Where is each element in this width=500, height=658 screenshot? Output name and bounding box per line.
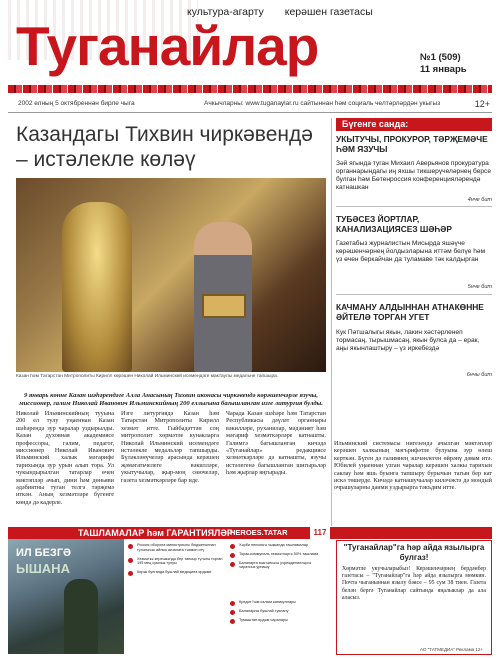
story1-body: Зәй ягында туган Михаил Аверьянов прокуратура органнарындагы иң яхшы тикшерүчеләрнең берсе булган һәм Бөтенроссия конференцияләрендә катнашкан [336,160,491,191]
story2-page: 5нче бит [467,284,492,290]
sidebar-divider [336,294,492,295]
photo-medal-box [202,294,246,318]
ad-item: Хәрби пенсиягә чыкканда ташламалар [230,543,328,548]
ad-item: Кредит һәм салым каникуллары [230,600,328,605]
ad-item: Кирәк булганда бушлай медицина ярдәме [128,570,226,575]
issue-info [420,52,467,76]
ad-item: Торак-коммуналь хезмәтләргә 50% ташлама [230,552,328,557]
divider [8,112,492,113]
ad-list-left [128,543,226,579]
tagline-right: керәшен газетасы [284,6,373,18]
ad-list-mid [230,543,328,574]
sidebar-divider [336,206,492,207]
ad-picture-text2: ЫШАНА [16,561,70,576]
ad-title: ТАШЛАМАЛАР һәм ГАРАНТИЯЛӘР [78,528,233,538]
inside-issue-label: Бүгенге санда: [336,118,492,131]
story1-title[interactable]: УКЫТУЧЫ, ПРОКУРОР, ТӘРҖЕМӘЧЕ ҺӘМ ЯЗУЧЫ [336,134,488,154]
tagline-left: культура-агарту [187,6,264,18]
ad-item: Россия оборона министрлыгы бюджетыннан түләнәчәк айлык акчалата тәэмин итү [128,543,226,553]
story3-body: Кук Пәтшалыгы якын, лакин хәстәрленеп тормасаң, тырышмасаң, якын булса да – ерак, аңы якынлаштыру – үз иркебездә [336,329,480,352]
article-column-3: Чарада Казан шәһәре һәм Татарстан Республикасы дәүләт органнары вәкилләре, руханилар, мәдәният һәм мәгариф хезмәткәрләре катнашты. Галимгә багышланган кичәдә «Туганайлар» редакциясе хезмәткәрләре дә катнашты, язучы истәлегенә багышланган шигырьләр һәм җырлар яңгырады. [226,410,326,477]
main-headline: Казандагы Тихвин чиркәвендә – истәлекле көләү [16,123,313,171]
info-right: Ачкычларны: www.tuganaylar.ru сайтыннан һәм социаль челтәрләрдән укыгыз [204,100,441,107]
issue-number: №1 (509) [420,52,461,63]
soldier-figure [64,579,98,654]
story2-body: Газетабыз журналистын Мисырда яшәүче көрәшенчәрнең йолдызларына иттәм белүе һәм үз өчен беркайчан да туламаве тәк калдырган [336,240,486,263]
ad-item: Хезмәткә керешкәндә бер тапкыр түләнә торган 195 мең сумлык тулуы [128,557,226,567]
age-rating: 12+ [474,99,490,109]
issue-date: 11 январь [420,64,467,75]
article-column-2: Изге литургиядә Казан һәм Татарстан Митрополиты Кирилл хезмәт итте. Гыйбадәттән соң митрополит хөрмәтле кунакларга Николай Ильминский исемендәге истәлекле медальләр тапшырды. Бүләкләнүчеләр арасында керәшен җәмәгатьчелеге вәкилләре, укытучылар, җыр-моң сөючеләр, газета хезмәткәрләре бар иде. [121,410,219,484]
ad-hotline: 117 [310,527,330,539]
subscribe-body: Хөрмәтле укучыларыбыз! Керәшенчәрнең бердәнбер газетасы – "Туганайлар"га һәр айда язылырга мөмкин. Почта чыганыннан язылу бәясе – 95 сум 38 тиен. Газета белән бергә Туганайлар сайтында яңалыклар да ала аласыз. [342,566,486,601]
info-left: 2002 елның 5 октябреннән бирле чыга [18,100,135,107]
newspaper-logo: Туганайлар [16,15,319,77]
ad-list-right [230,600,328,626]
ad-item: Балаларга мәктәпкәчә учреждениеләргә чиратсыз урнашу [230,561,328,571]
main-photo [16,178,326,372]
column-divider [331,118,332,526]
photo-caption: Казан һәм Татарстан Митрополиты Кирилл көрәшен Николай Ильминский исемендәге мактаулы медальне тапшыра. [16,374,279,379]
ad-picture [8,539,124,654]
story1-page: 4нче бит [467,197,492,203]
ad-site[interactable]: HEROES.TATAR [230,528,288,537]
photo-metropolitan-figure [62,202,132,372]
ornamental-belt [8,85,492,93]
article-lead: 9 январь көнне Казан шәһәрендәге Алла Анасының Тихвин иконасы чиркәвендә көрәшенчәрле язучы, миссионер, галим Николай Иванович Ильминскийның 200 еллыгына багышланган изге литургия булды. [19,392,323,407]
ad-item: Балаларны бушлай туклану [230,609,328,614]
article-column-1: Николай Ильминскийның тууына 200 ел тулу уңаеннан Казан шәһәрендә зур чаралар уздырылды. Казан духовная академиясе профессоры, галим, педагог, миссионер Николай Иванович Ильминский халык мәгарифе тарихында зур урын алып тора. Ул чукындырылган татарлар өчен мәктәпләр ачып, дини һәм дөньяви әдәбиятны туган телгә тәрҗемә иткән. Аның хезмәтләре бүгенге көндә дә кадерле. [16,410,114,506]
story3-page: 6нчы бит [466,372,492,378]
story2-title[interactable]: ТУБӘСЕЗ ЙОРТЛАР, КАНАЛИЗАЦИЯСЕЗ ШӘҺӘР [336,214,452,234]
ad-item: Тумыштан ярдәм чаралары [230,618,328,623]
subscribe-footer: АО "ТАТМЕДИА" Реклама 12+ [420,647,484,652]
ad-picture-text1: ИЛ БЕЗГӘ [16,547,72,559]
info-strip [8,97,492,111]
story3-title[interactable]: КАЧМАНУ АЛДЫННАН АТНАКӨННЕ ӘЙТЕЛӘ ТОРГАН УГЕТ [336,302,484,322]
subscribe-title: "Туганайлар"га һәр айда язылырга булгаз! [343,543,485,562]
article-column-4: Ильминский системасы нигезендә ачылган мәктәпләр керәшен халкының мәгърифәтле булуына зур өлеш керткән. Бүген дә галимнең эшчәнлеген өйрәнү дәвам итә. Юбилей уңаеннан узган чаралар керәшен халкы тарихын саклау һәм яшь буынга тапшыру бурычын тагын бер кат искә төшерде. Кичәдә катнашучылар киләчәктә дә мондый очрашуларны даими уздырырга тәкъдим итте. [334,440,492,492]
